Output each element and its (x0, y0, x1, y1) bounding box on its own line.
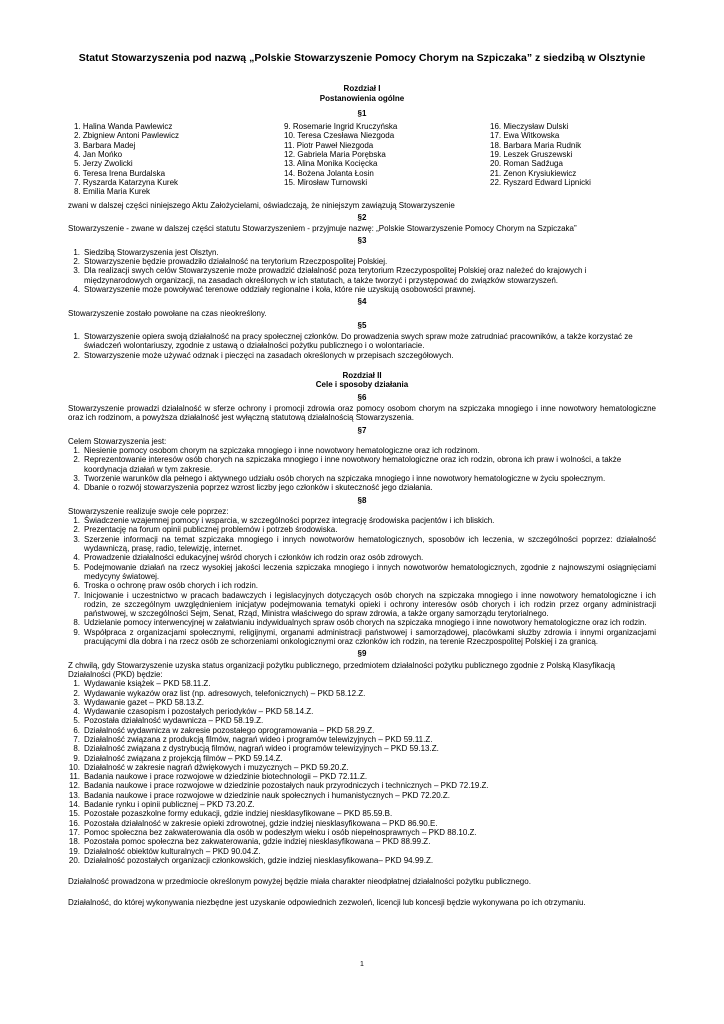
list-item-text: Badanie rynku i opinii publicznej – PKD 73.20.Z. (84, 800, 255, 810)
list-item-text: Dla realizacji swych celów Stowarzyszenie może prowadzić działalność poza terytorium Rzeczypospolitej Polskiej oraz należeć do krajowych i międzynarodowych organizacji, na zasadach określonych w ich statutach, a także tworzyć i przystępować do związków stowarzyszeń. (84, 266, 587, 285)
list-item (68, 856, 656, 865)
section-9-paragraph-1: Działalność prowadzona w przedmiocie określonym powyżej będzie miała charakter nieodpłatnej działalności pożytku publicznego. (68, 877, 531, 887)
list-item (68, 332, 656, 351)
list-item (68, 455, 656, 474)
section-7-intro: Celem Stowarzyszenia jest: (68, 436, 167, 446)
list-item-text: Badania naukowe i prace rozwojowe w dziedzinie pozostałych nauk przyrodniczych i technicznych – PKD 72.19.Z. (84, 781, 489, 791)
list-item (68, 248, 656, 257)
list-item-number: 4. (73, 483, 80, 493)
list-item-text: Stowarzyszenie opiera swoją działalność na pracy społecznej członków. Do prowadzenia swych spraw może zatrudniać pracowników, a także korzystać ze świadczeń wolontariuszy, zgodnie z ustawą o działalności pożytku publicznego i o wolontariacie. (84, 332, 633, 351)
list-item-text: Pozostałe pozaszkolne formy edukacji, gdzie indziej niesklasyfikowane – PKD 85.59.B. (84, 809, 393, 819)
list-item (68, 266, 656, 285)
founders-list (68, 122, 656, 196)
section-3-label: §3 (357, 236, 367, 246)
founder-name: 12. Gabriela Maria Porębska (284, 150, 386, 160)
list-item-text: Pozostała działalność w zakresie opieki zdrowotnej, gdzie indziej niesklasyfikowana – PKD 86.90.E. (84, 818, 438, 828)
list-item (68, 483, 656, 492)
chapter-1-subheading: Postanowienia ogólne (319, 93, 405, 103)
section-8-list (68, 516, 656, 646)
list-item (68, 698, 656, 707)
document-page (68, 54, 656, 908)
list-item-text: Prowadzenie działalności edukacyjnej wśród chorych i członków ich rodzin oraz osób zdrowych. (84, 553, 424, 563)
list-item-text: Badania naukowe i prace rozwojowe w dziedzinie biotechnologii – PKD 72.11.Z. (84, 772, 368, 782)
founder-name: 5. Jerzy Zwolicki (74, 159, 133, 169)
page-number: 1 (360, 961, 364, 968)
list-item (68, 628, 656, 647)
list-item (68, 525, 656, 534)
list-item-text: Działalność obiektów kulturalnych – PKD 90.04.Z. (84, 846, 261, 856)
list-item-text: Działalność związana z dystrybucją filmów, nagrań wideo i programów telewizyjnych – PKD 59.13.Z. (84, 744, 439, 754)
list-item-number: 20. (68, 855, 80, 865)
list-item-number: 2. (73, 525, 80, 535)
list-item-text: Pozostała pomoc społeczna bez zakwaterowania, gdzie indziej niesklasyfikowana – PKD 88.99.Z. (84, 837, 431, 847)
list-item-text: Współpraca z organizacjami społecznymi, religijnymi, organami administracji państwowej i samorządowej, placówkami służby zdrowia i innymi organizacjami pracującymi dla dobra i na rzecz osób ze schorzeniami onkologicznymi oraz członków ich rodzin, na terenie Rzeczpospolitej Polskiej i za granicą. (84, 627, 656, 647)
list-item-number: 5. (73, 562, 80, 572)
list-item-text: Inicjowanie i uczestnictwo w pracach badawczych i legislacyjnych dotyczących osób chorych na szpiczaka mnogiego i inne nowotwory hematologiczne i ich rodzin, ze szczególnym uwzględnieniem inicjatyw podejmowania tematyki opieki i ochrony interesów osób chorych i ich rodzin przez organy administracji państwowej, w szczególności Sejm, Senat, Rząd, Ministra właściwego do spraw zdrowia, a także organy samorządu terytorialnego. (84, 590, 656, 619)
list-item (68, 553, 656, 562)
list-item-text: Niesienie pomocy osobom chorym na szpiczaka mnogiego i inne nowotwory hematologiczne oraz ich rodzinom. (84, 446, 480, 456)
founder-name: 9. Rosemarie Ingrid Kruczyńska (284, 122, 398, 132)
founder-name: 21. Zenon Krysiukiewicz (490, 168, 577, 178)
list-item (68, 618, 656, 627)
founder-name: 11. Piotr Paweł Niezgoda (284, 140, 374, 150)
founders-statement: zwani w dalszej części niniejszego Aktu Założycielami, oświadczają, że niniejszym zawiązują Stowarzyszenie (68, 200, 455, 210)
list-item-number: 5. (73, 716, 80, 726)
list-item-number: 8. (73, 744, 80, 754)
list-item-text: Pomoc społeczna bez zakwaterowania dla osób w podeszłym wieku i osób niepełnosprawnych – PKD 88.10.Z. (84, 827, 477, 837)
list-item (68, 744, 656, 753)
list-item (68, 257, 656, 266)
list-item-number: 9. (73, 753, 80, 763)
list-item (68, 707, 656, 716)
list-item-number: 15. (68, 809, 80, 819)
chapter-1-heading: Rozdział I (343, 84, 381, 94)
list-item-number: 14. (68, 800, 80, 810)
founder-name: 8. Emilia Maria Kurek (74, 187, 151, 197)
section-8-intro: Stowarzyszenie realizuje swoje cele poprzez: (68, 506, 229, 516)
founder-name: 20. Roman Sadźuga (490, 159, 563, 169)
list-item-number: 1. (73, 679, 80, 689)
list-item-text: Działalność pozostałych organizacji członkowskich, gdzie indziej niesklasyfikowana– PKD 94.99.Z. (84, 855, 434, 865)
list-item (68, 837, 656, 846)
list-item-number: 3. (73, 266, 80, 276)
list-item-text: Podejmowanie działań na rzecz wysokiej jakości leczenia szpiczaka mnogiego i innych nowotworów hematologicznych, zgodnie z najnowszymi osiągnięciami medycyny światowej. (84, 562, 656, 581)
section-5-label: §5 (357, 320, 367, 330)
list-item-text: Wydawanie gazet – PKD 58.13.Z. (84, 697, 204, 707)
section-6-text: Stowarzyszenie prowadzi działalność w sferze ochrony i promocji zdrowia oraz pomocy osobom chorym na szpiczaka mnogiego i inne nowotwory hematologiczne oraz ich rodzinom, a powyższa działalność jest wyłączną statutową działalnością Stowarzyszenia. (68, 403, 656, 423)
list-item (68, 474, 656, 483)
list-item (68, 809, 656, 818)
list-item-number: 10. (68, 762, 80, 772)
list-item (68, 689, 656, 698)
founder-name: 3. Barbara Madej (74, 140, 136, 150)
list-item-number: 4. (73, 707, 80, 717)
list-item-number: 18. (68, 837, 80, 847)
list-item-text: Działalność w zakresie nagrań dźwiękowych i muzycznych – PKD 59.20.Z. (84, 762, 349, 772)
founder-name: 19. Leszek Gruszewski (490, 150, 573, 160)
list-item-number: 6. (73, 725, 80, 735)
list-item (68, 516, 656, 525)
list-item-text: Siedzibą Stowarzyszenia jest Olsztyn. (84, 247, 219, 257)
founder-name: 10. Teresa Czesława Niezgoda (284, 131, 395, 141)
founder-name: 4. Jan Mońko (74, 150, 123, 160)
section-7-list (68, 446, 656, 492)
section-6-label: §6 (357, 392, 367, 402)
list-item (68, 679, 656, 688)
list-item-text: Dbanie o rozwój stowarzyszenia poprzez wzrost liczby jego członków i skuteczność jego działania. (84, 483, 433, 493)
list-item-text: Działalność związana z projekcją filmów – PKD 59.14.Z. (84, 753, 283, 763)
founders-column-1 (68, 122, 278, 196)
founder-name: 17. Ewa Witkowska (490, 131, 560, 141)
section-2-label: §2 (357, 212, 367, 222)
chapter-2-subheading: Cele i sposoby działania (315, 380, 409, 390)
list-item-number: 1. (73, 247, 80, 257)
list-item-text: Stowarzyszenie będzie prowadziło działalność na terytorium Rzeczpospolitej Polskiej. (84, 257, 388, 267)
section-7-label: §7 (357, 425, 367, 435)
list-item-text: Wydawanie książek – PKD 58.11.Z. (84, 679, 211, 689)
section-9-intro: Z chwilą, gdy Stowarzyszenie uzyska status organizacji pożytku publicznego, przedmiotem działalności pożytku publicznego zgodnie z Polską Klasyfikacją Działalności (PKD) będzie: (68, 660, 615, 679)
list-item-text: Stowarzyszenie może używać odznak i pieczęci na zasadach określonych w przepisach szczegółowych. (84, 350, 454, 360)
list-item (68, 563, 656, 582)
list-item (68, 847, 656, 856)
founder-name: 6. Teresa Irena Burdalska (74, 168, 166, 178)
list-item (68, 716, 656, 725)
section-1-label: §1 (357, 108, 367, 118)
section-5-list (68, 332, 656, 360)
list-item-number: 2. (73, 688, 80, 698)
founders-column-2 (278, 122, 484, 196)
list-item-number: 7. (73, 735, 80, 744)
list-item (68, 791, 656, 800)
list-item-number: 8. (73, 618, 80, 628)
section-9-list (68, 679, 656, 865)
list-item (68, 772, 656, 781)
founder-name: 7. Ryszarda Katarzyna Kurek (74, 177, 179, 187)
list-item-number: 17. (68, 827, 80, 837)
list-item (68, 763, 656, 772)
list-item (68, 754, 656, 763)
founder-name: 18. Barbara Maria Rudnik (490, 140, 582, 150)
list-item (68, 828, 656, 837)
list-item-text: Tworzenie warunków dla pełnego i aktywnego udziału osób chorych na szpiczaka mnogiego i inne nowotwory hematologiczne w życiu społecznym. (84, 473, 606, 483)
list-item-number: 2. (73, 350, 80, 360)
chapter-2-heading: Rozdział II (342, 371, 382, 381)
list-item-number: 13. (68, 790, 80, 800)
list-item-text: Reprezentowanie interesów osób chorych na szpiczaka mnogiego i inne nowotwory hematologiczne oraz ich rodzin, obrona ich praw i wolności, a także koordynacja działań w tym zakresie. (84, 455, 622, 474)
list-item-number: 3. (73, 534, 80, 544)
list-item-number: 6. (73, 581, 80, 591)
section-3-list (68, 248, 656, 294)
list-item-number: 11. (69, 772, 80, 782)
list-item-number: 3. (73, 473, 80, 483)
list-item-text: Udzielanie pomocy interwencyjnej w załatwianiu indywidualnych spraw osób chorych na szpiczaka mnogiego i inne nowotwory hematologiczne oraz ich rodzin. (84, 618, 647, 628)
list-item (68, 781, 656, 790)
list-item-text: Działalność wydawnicza w zakresie pozostałego oprogramowania – PKD 58.29.Z. (84, 725, 375, 735)
section-9-label: §9 (357, 649, 367, 659)
list-item-number: 4. (73, 553, 80, 563)
list-item-text: Świadczenie wzajemnej pomocy i wsparcia, w szczególności poprzez integrację środowiska pacjentów i ich bliskich. (84, 516, 495, 526)
list-item-number: 19. (68, 846, 80, 856)
list-item-number: 7. (73, 590, 80, 600)
list-item (68, 726, 656, 735)
list-item (68, 581, 656, 590)
list-item-number: 1. (73, 446, 80, 456)
list-item-number: 12. (68, 781, 80, 791)
list-item (68, 591, 656, 619)
list-item-number: 2. (73, 257, 80, 267)
founders-column-3 (484, 122, 656, 196)
list-item-text: Wydawanie czasopism i pozostałych periodyków – PKD 58.14.Z. (84, 707, 314, 717)
list-item-number: 16. (68, 818, 80, 828)
list-item-text: Troska o ochronę praw osób chorych i ich rodzin. (84, 581, 259, 591)
list-item (68, 735, 656, 744)
list-item-number: 3. (73, 697, 80, 707)
list-item-text: Szerzenie informacji na temat szpiczaka mnogiego i innych nowotworów hematologicznych, sposobów ich leczenia, w szczególności poprzez: działalność wydawniczą, prasę, radio, telewizję, internet. (84, 534, 656, 554)
list-item-text: Wydawanie wykazów oraz list (np. adresowych, telefonicznych) – PKD 58.12.Z. (84, 688, 366, 698)
section-4-text: Stowarzyszenie zostało powołane na czas nieokreślony. (68, 308, 267, 318)
list-item-number: 1. (73, 516, 80, 526)
founder-name: 22. Ryszard Edward Lipnicki (490, 177, 591, 187)
list-item-number: 1. (73, 332, 80, 342)
document-title: Statut Stowarzyszenia pod nazwą „Polskie Stowarzyszenie Pomocy Chorym na Szpiczaka” z siedzibą w Olsztynie (78, 52, 646, 64)
list-item-text: Pozostała działalność wydawnicza – PKD 58.19.Z. (84, 716, 264, 726)
list-item-text: Stowarzyszenie może powoływać terenowe oddziały regionalne i koła, które nie uzyskują osobowości prawnej. (84, 284, 476, 294)
section-9-paragraph-2: Działalność, do której wykonywania niezbędne jest uzyskanie odpowiednich zezwoleń, licencji lub koncesji będzie wykonywana po ich otrzymaniu. (68, 898, 586, 908)
list-item (68, 819, 656, 828)
list-item (68, 446, 656, 455)
founder-name: 15. Mirosław Turnowski (284, 177, 368, 187)
list-item-text: Badania naukowe i prace rozwojowe w dziedzinie nauk społecznych i humanistycznych – PKD 72.20.Z. (84, 790, 450, 800)
list-item-number: 9. (73, 627, 80, 637)
founder-name: 14. Bożena Jolanta Łosin (284, 168, 374, 178)
founder-name: 13. Alina Monika Kocięcka (284, 159, 378, 169)
list-item (68, 535, 656, 554)
list-item-text: Działalność związana z produkcją filmów, nagrań wideo i programów telewizyjnych – PKD 59.11.Z. (84, 735, 433, 744)
section-8-label: §8 (357, 495, 367, 505)
founder-name: 1. Halina Wanda Pawlewicz (74, 122, 173, 132)
list-item (68, 351, 656, 360)
list-item (68, 800, 656, 809)
list-item (68, 285, 656, 294)
list-item-number: 4. (73, 284, 80, 294)
list-item-text: Prezentację na forum opinii publicznej problemów i potrzeb środowiska. (84, 525, 338, 535)
founder-name: 2. Zbigniew Antoni Pawlewicz (74, 131, 179, 141)
founder-name: 16. Mieczysław Dulski (490, 122, 569, 132)
section-4-label: §4 (357, 297, 367, 307)
list-item-number: 2. (73, 455, 80, 465)
section-2-text: Stowarzyszenie - zwane w dalszej części statutu Stowarzyszeniem - przyjmuje nazwę: „Polskie Stowarzyszenie Pomocy Chorym na Szpiczaka” (68, 224, 577, 234)
